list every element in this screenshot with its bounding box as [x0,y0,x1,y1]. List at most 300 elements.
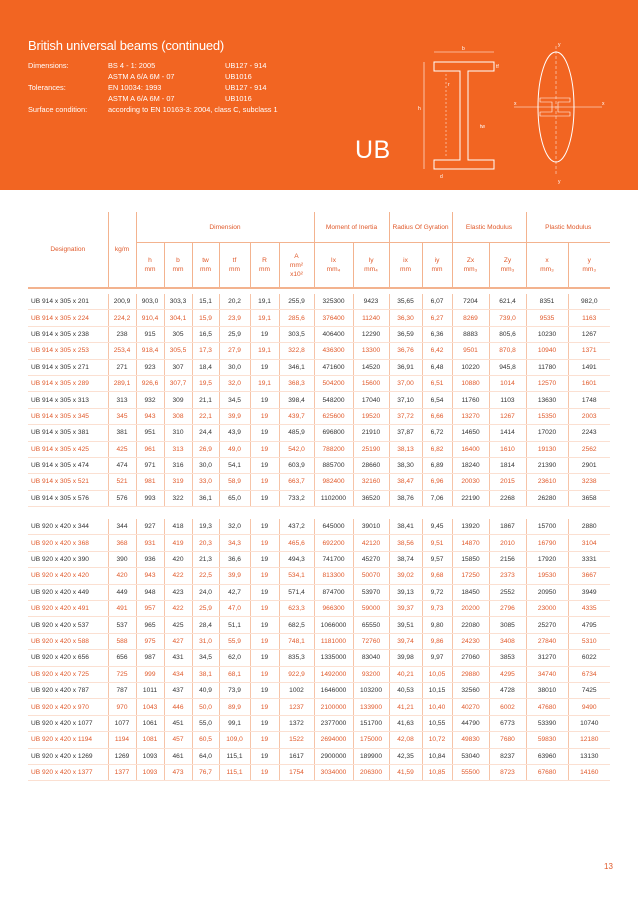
value-cell: 32560 [452,682,489,698]
value-cell: 63960 [526,748,568,764]
value-cell: 748,1 [279,633,314,649]
designation-cell: UB 920 x 420 x 725 [28,666,108,682]
value-cell: 18240 [452,457,489,473]
column-header-12 [526,243,568,289]
table-row [28,666,610,682]
value-cell: 72760 [353,633,389,649]
value-cell: 27840 [526,633,568,649]
value-cell: 308 [164,408,192,424]
value-cell: 25,9 [219,326,250,342]
value-cell: 49,0 [219,441,250,457]
value-cell: 548200 [314,392,353,408]
table-row [28,359,610,375]
spec-value: BS 4 - 1: 2005 [108,61,156,70]
value-cell: 19520 [353,408,389,424]
label-r: r [448,82,450,88]
value-cell: 588 [108,633,136,649]
value-cell: 9,73 [422,601,452,617]
value-cell: 42,08 [389,732,422,748]
value-cell: 381 [108,425,136,441]
value-cell: 38,41 [389,519,422,535]
value-cell: 285,6 [279,310,314,326]
label-tf: tf [496,64,499,70]
value-cell: 59000 [353,601,389,617]
value-cell: 625600 [314,408,353,424]
column-header-6 [314,243,353,289]
value-cell: 11780 [526,359,568,375]
value-cell: 449 [108,584,136,600]
column-unit: mm₄ [326,266,341,273]
value-cell: 571,4 [279,584,314,600]
value-cell: 10230 [526,326,568,342]
value-cell: 663,7 [279,474,314,490]
value-cell: 6,51 [422,375,452,391]
value-cell: 39,9 [219,408,250,424]
value-cell: 25270 [526,617,568,633]
value-cell: 2880 [568,519,610,535]
value-cell: 7204 [452,294,489,310]
value-cell: 175000 [353,732,389,748]
table-row [28,633,610,649]
value-cell: 39,51 [389,617,422,633]
value-cell: 345 [108,408,136,424]
value-cell: 53970 [353,584,389,600]
value-cell: 981 [136,474,164,490]
value-cell: 1103 [489,392,526,408]
table-row [28,715,610,731]
column-symbol: R [262,257,267,264]
value-cell: 53390 [526,715,568,731]
value-cell: 927 [136,519,164,535]
column-symbol: tw [202,257,209,264]
value-cell: 1163 [568,310,610,326]
column-header-8 [389,243,422,289]
value-cell: 206300 [353,764,389,780]
value-cell: 4335 [568,601,610,617]
value-cell: 965 [136,617,164,633]
value-cell: 89,9 [219,699,250,715]
value-cell: 1081 [136,732,164,748]
value-cell: 64,0 [192,748,219,764]
value-cell: 9,68 [422,568,452,584]
value-cell: 1646000 [314,682,353,698]
value-cell: 38,76 [389,490,422,506]
value-cell: 1867 [489,519,526,535]
value-cell: 24,0 [192,584,219,600]
value-cell: 30,0 [192,457,219,473]
spec-value: ASTM A 6/A 6M - 07 [108,72,175,81]
value-cell: 422 [164,568,192,584]
value-cell: 19 [250,715,279,731]
value-cell: 398,4 [279,392,314,408]
value-cell: 961 [136,441,164,457]
value-cell: 19 [250,535,279,551]
value-cell: 17040 [353,392,389,408]
column-header-4 [250,243,279,289]
value-cell: 32,0 [219,375,250,391]
value-cell: 1814 [489,457,526,473]
value-cell: 11240 [353,310,389,326]
value-cell: 9,72 [422,584,452,600]
label-tw: tw [480,124,485,130]
value-cell: 465,6 [279,535,314,551]
value-cell: 73,9 [219,682,250,698]
page-number: 13 [604,862,613,871]
value-cell: 319 [164,474,192,490]
value-cell: 6734 [568,666,610,682]
value-cell: 6773 [489,715,526,731]
designation-cell: UB 920 x 420 x 1269 [28,748,108,764]
value-cell: 17,3 [192,343,219,359]
value-cell: 494,3 [279,551,314,567]
designation-cell: UB 920 x 420 x 1377 [28,764,108,780]
value-cell: 310 [164,425,192,441]
value-cell: 40270 [452,699,489,715]
value-cell: 34740 [526,666,568,682]
spec-value: UB127 - 914 [225,83,267,92]
value-cell: 26280 [526,490,568,506]
designation-cell: UB 914 x 305 x 201 [28,294,108,310]
table-row [28,732,610,748]
value-cell: 451 [164,715,192,731]
table-row [28,617,610,633]
value-cell: 1610 [489,441,526,457]
value-cell: 316 [164,457,192,473]
value-cell: 922,9 [279,666,314,682]
value-cell: 38010 [526,682,568,698]
value-cell: 22,5 [192,568,219,584]
value-cell: 13300 [353,343,389,359]
value-cell: 34,5 [192,650,219,666]
value-cell: 42,35 [389,748,422,764]
value-cell: 9,97 [422,650,452,666]
value-cell: 7425 [568,682,610,698]
value-cell: 951 [136,425,164,441]
column-header-2 [192,243,219,289]
value-cell: 975 [136,633,164,649]
value-cell: 115,1 [219,748,250,764]
table-row [28,535,610,551]
column-unit: mm [229,266,240,273]
value-cell: 38,47 [389,474,422,490]
value-cell: 31270 [526,650,568,666]
value-cell: 6,42 [422,343,452,359]
value-cell: 16400 [452,441,489,457]
value-cell: 6,89 [422,457,452,473]
value-cell: 11760 [452,392,489,408]
table-row [28,310,610,326]
value-cell: 41,63 [389,715,422,731]
value-cell: 32,0 [219,519,250,535]
value-cell: 1194 [108,732,136,748]
value-cell: 3331 [568,551,610,567]
value-cell: 10880 [452,375,489,391]
column-header-10 [452,243,489,289]
spec-value: EN 10034: 1993 [108,83,162,92]
value-cell: 787 [108,682,136,698]
value-cell: 40,21 [389,666,422,682]
designation-cell: UB 920 x 420 x 787 [28,682,108,698]
value-cell: 932 [136,392,164,408]
column-unit: mm₃ [463,266,478,273]
value-cell: 31,0 [192,633,219,649]
value-cell: 19 [250,682,279,698]
value-cell: 14160 [568,764,610,780]
value-cell: 36520 [353,490,389,506]
table-row [28,682,610,698]
value-cell: 948 [136,584,164,600]
value-cell: 10,85 [422,764,452,780]
value-cell: 47,0 [219,601,250,617]
value-cell: 37,00 [389,375,422,391]
value-cell: 39,37 [389,601,422,617]
value-cell: 19 [250,474,279,490]
value-cell: 2015 [489,474,526,490]
value-cell: 4295 [489,666,526,682]
value-cell: 2552 [489,584,526,600]
value-cell: 491 [108,601,136,617]
value-cell: 457 [164,732,192,748]
value-cell: 19 [250,633,279,649]
value-cell: 3034000 [314,764,353,780]
value-cell: 19530 [526,568,568,584]
value-cell: 696800 [314,425,353,441]
value-cell: 19 [250,425,279,441]
value-cell: 645000 [314,519,353,535]
value-cell: 255,9 [279,294,314,310]
value-cell: 25,9 [192,601,219,617]
value-cell: 20,2 [219,294,250,310]
value-cell: 305,5 [164,343,192,359]
value-cell: 982,0 [568,294,610,310]
designation-cell: UB 920 x 420 x 368 [28,535,108,551]
value-cell: 10,84 [422,748,452,764]
spec-value: ASTM A 6/A 6M - 07 [108,94,175,103]
value-cell: 60,5 [192,732,219,748]
value-cell: 200,9 [108,294,136,310]
value-cell: 3408 [489,633,526,649]
value-cell: 303,3 [164,294,192,310]
column-unit: mm₄ [364,266,378,273]
value-cell: 966300 [314,601,353,617]
column-unit: mm [172,266,184,273]
value-cell: 1066000 [314,617,353,633]
column-symbol: h [148,257,152,264]
value-cell: 7,06 [422,490,452,506]
value-cell: 473 [164,764,192,780]
table-row [28,392,610,408]
value-cell: 1267 [489,408,526,424]
value-cell: 99,1 [219,715,250,731]
value-cell: 431 [164,650,192,666]
value-cell: 19,1 [250,343,279,359]
value-cell: 15600 [353,375,389,391]
value-cell: 2268 [489,490,526,506]
column-header-0 [136,243,164,289]
value-cell: 19 [250,617,279,633]
value-cell: 2243 [568,425,610,441]
value-cell: 926,6 [136,375,164,391]
value-cell: 1093 [136,764,164,780]
value-cell: 623,3 [279,601,314,617]
value-cell: 19 [250,584,279,600]
value-cell: 19,1 [250,310,279,326]
value-cell: 3085 [489,617,526,633]
value-cell: 21910 [353,425,389,441]
column-symbol: iy [434,257,440,264]
value-cell: 1371 [568,343,610,359]
value-cell: 303,5 [279,326,314,342]
table-row [28,408,610,424]
value-cell: 999 [136,666,164,682]
value-cell: 39,98 [389,650,422,666]
value-cell: 29880 [452,666,489,682]
label-x-left: x [514,101,517,107]
value-cell: 289,1 [108,375,136,391]
column-header-9 [422,243,452,289]
value-cell: 9,86 [422,633,452,649]
value-cell: 603,9 [279,457,314,473]
value-cell: 874700 [314,584,353,600]
header-dimension: Dimension [136,212,314,243]
spec-value: UB1016 [225,72,252,81]
value-cell: 45270 [353,551,389,567]
value-cell: 537 [108,617,136,633]
value-cell: 1237 [279,699,314,715]
value-cell: 2373 [489,568,526,584]
value-cell: 6,36 [422,326,452,342]
value-cell: 6,96 [422,474,452,490]
value-cell: 41,59 [389,764,422,780]
value-cell: 423 [164,584,192,600]
table-row [28,748,610,764]
value-cell: 19 [250,699,279,715]
column-header-11 [489,243,526,289]
value-cell: 19 [250,392,279,408]
value-cell: 970 [108,699,136,715]
value-cell: 313 [164,441,192,457]
table-row [28,425,610,441]
value-cell: 253,4 [108,343,136,359]
value-cell: 224,2 [108,310,136,326]
value-cell: 19 [250,551,279,567]
value-cell: 19,3 [192,519,219,535]
value-cell: 6,07 [422,294,452,310]
value-cell: 15,1 [192,294,219,310]
value-cell: 1491 [568,359,610,375]
table-row [28,519,610,535]
spec-value: according to EN 10163-3: 2004, class C, subclass 1 [108,105,278,114]
value-cell: 1754 [279,764,314,780]
beam-diagram [410,38,625,188]
value-cell: 1181000 [314,633,353,649]
value-cell: 1377 [108,764,136,780]
value-cell: 37,72 [389,408,422,424]
value-cell: 24230 [452,633,489,649]
value-cell: 307,7 [164,375,192,391]
value-cell: 15350 [526,408,568,424]
value-cell: 22190 [452,490,489,506]
value-cell: 419 [164,535,192,551]
value-cell: 103200 [353,682,389,698]
header-radius: Radius Of Gyration [389,212,452,243]
table-row [28,457,610,473]
value-cell: 733,2 [279,490,314,506]
value-cell: 38,56 [389,535,422,551]
value-cell: 23000 [526,601,568,617]
value-cell: 3104 [568,535,610,551]
value-cell: 17020 [526,425,568,441]
value-cell: 1061 [136,715,164,731]
value-cell: 26,9 [192,441,219,457]
value-cell: 9490 [568,699,610,715]
header-mass: kg/m [108,212,136,288]
value-cell: 14650 [452,425,489,441]
value-cell: 368,3 [279,375,314,391]
value-cell: 19 [250,650,279,666]
value-cell: 5310 [568,633,610,649]
value-cell: 8269 [452,310,489,326]
value-cell: 471600 [314,359,353,375]
value-cell: 1522 [279,732,314,748]
value-cell: 3853 [489,650,526,666]
value-cell: 9423 [353,294,389,310]
value-cell: 37,10 [389,392,422,408]
header-elastic: Elastic Modulus [452,212,526,243]
value-cell: 16790 [526,535,568,551]
value-cell: 9,57 [422,551,452,567]
label-x-right: x [602,101,605,107]
designation-cell: UB 920 x 420 x 449 [28,584,108,600]
value-cell: 2156 [489,551,526,567]
table-row [28,650,610,666]
value-cell: 20200 [452,601,489,617]
value-cell: 55,9 [219,633,250,649]
value-cell: 133900 [353,699,389,715]
value-cell: 42,7 [219,584,250,600]
column-symbol: b [176,257,180,264]
value-cell: 51,1 [219,617,250,633]
table-row [28,764,610,780]
value-cell: 10,40 [422,699,452,715]
value-cell: 915 [136,326,164,342]
value-cell: 982400 [314,474,353,490]
designation-cell: UB 914 x 305 x 521 [28,474,108,490]
value-cell: 1414 [489,425,526,441]
value-cell: 39,74 [389,633,422,649]
value-cell: 9,80 [422,617,452,633]
value-cell: 10740 [568,715,610,731]
value-cell: 305 [164,326,192,342]
column-unit: mm₃ [540,266,554,273]
value-cell: 28660 [353,457,389,473]
value-cell: 835,3 [279,650,314,666]
value-cell: 19 [250,408,279,424]
value-cell: 945,8 [489,359,526,375]
designation-cell: UB 914 x 305 x 381 [28,425,108,441]
value-cell: 739,0 [489,310,526,326]
value-cell: 23610 [526,474,568,490]
value-cell: 1014 [489,375,526,391]
spec-value: UB1016 [225,94,252,103]
value-cell: 12290 [353,326,389,342]
value-cell: 19 [250,359,279,375]
column-symbol: ix [403,257,408,264]
value-cell: 21390 [526,457,568,473]
column-unit: mm₃ [582,266,597,273]
column-unit: mm [431,266,443,273]
value-cell: 1102000 [314,490,353,506]
